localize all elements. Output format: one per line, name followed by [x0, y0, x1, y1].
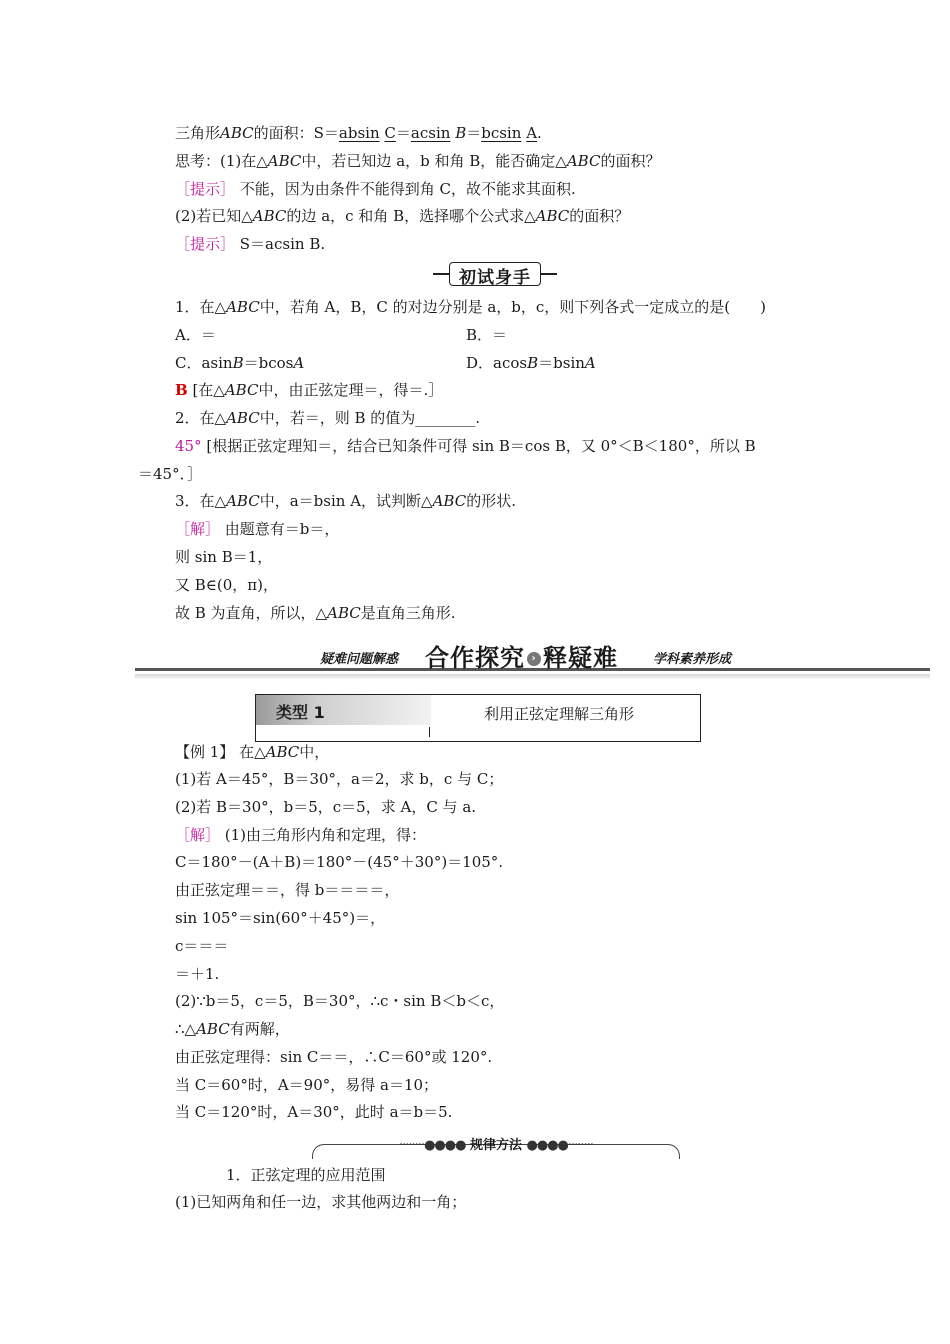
text-run: (1)由三角形内角和定理，得：: [220, 826, 427, 844]
text-line: [175, 151, 660, 171]
text-run: ＝＋1.: [175, 965, 220, 983]
method-label-wrap: [312, 1134, 680, 1153]
text-line: [175, 123, 542, 143]
text-run: 又 B∈(0，π)，: [175, 576, 279, 594]
text-line: [466, 325, 507, 345]
text-line: [175, 380, 443, 400]
text-run: ABC: [226, 298, 260, 316]
text-run: ABC: [220, 124, 254, 142]
text-run: bcsin: [481, 124, 522, 142]
text-run: B: [232, 354, 244, 372]
text-run: c＝＝＝: [175, 937, 229, 955]
section-right-label: 学科素养形成: [653, 652, 732, 667]
text-run: ［解］: [175, 520, 221, 538]
section-title: [425, 638, 618, 673]
text-line: [175, 797, 476, 817]
text-run: sin 105°＝sin(60°＋45°)＝，: [175, 909, 386, 927]
text-run: 的面积？: [569, 207, 630, 225]
text-line: [175, 1192, 466, 1212]
text-line: [175, 297, 766, 317]
text-run: 的形状.: [466, 492, 516, 510]
text-line: [175, 603, 456, 623]
text-run: C＝180°－(A＋B)＝180°－(45°＋30°)＝105°.: [175, 853, 504, 871]
text-line: [175, 547, 272, 567]
text-run: ABC: [226, 409, 260, 427]
text-run: acsin: [410, 124, 451, 142]
text-line: [175, 1019, 290, 1039]
text-line: [466, 353, 596, 373]
text-run: ＝45°．］: [138, 465, 203, 483]
text-line: [175, 908, 385, 928]
section-title-b: 释疑难: [543, 644, 618, 672]
section-header: [135, 638, 930, 682]
text-run: 1．正弦定理的应用范围: [226, 1166, 386, 1184]
text-line: [175, 179, 576, 199]
text-line: [175, 825, 426, 845]
text-run: (1)已知两角和任一边，求其他两边和一角；: [175, 1193, 467, 1211]
type-box: [255, 694, 701, 742]
type-title: 利用正弦定理解三角形: [484, 705, 635, 723]
text-run: 思考：(1)在△: [175, 152, 268, 170]
text-line: [175, 1075, 438, 1095]
text-line: [175, 880, 399, 900]
banner-title: 初试身手: [459, 268, 531, 288]
section-title-a: 合作探究: [425, 644, 525, 672]
text-run: 中，若已知边 a，b 和角 B，能否确定△: [301, 152, 567, 170]
text-run: 由正弦定理＝＝，得 b＝＝＝＝，: [175, 881, 400, 899]
text-run: ABC: [267, 152, 302, 170]
text-line: [175, 408, 480, 428]
dot-leader-right: ●●●●········: [526, 1138, 593, 1153]
text-run: 中，若＝，则 B 的值为________.: [259, 409, 481, 427]
text-run: 当 C＝60°时，A＝90°，易得 a＝10；: [175, 1076, 439, 1094]
text-run: B: [455, 124, 467, 142]
text-run: ＝: [395, 124, 411, 142]
text-run: 3．在△: [175, 492, 227, 510]
text-line: [175, 234, 325, 254]
text-run: ABC: [226, 492, 260, 510]
text-run: ［提示］: [175, 180, 236, 198]
text-run: C: [384, 124, 396, 142]
text-line: [175, 991, 504, 1011]
section-left-label: 疑难问题解惑: [320, 652, 399, 667]
text-run: 2．在△: [175, 409, 227, 427]
text-run: 三角形: [175, 124, 221, 142]
text-run: .: [537, 124, 542, 142]
text-run: 中，由正弦定理＝，得＝.］: [258, 381, 444, 399]
text-line: [175, 519, 339, 539]
text-line: [226, 1165, 386, 1185]
text-run: (1)若 A＝45°，B＝30°，a＝2，求 b，c 与 C；: [175, 770, 504, 788]
text-run: ABC: [196, 1020, 230, 1038]
type-tick: [429, 727, 430, 737]
text-run: B．＝: [466, 326, 508, 344]
dot-leader-left: ········●●●●: [399, 1138, 466, 1153]
text-run: C．asin: [175, 354, 233, 372]
text-run: (2)若已知△: [175, 207, 253, 225]
text-run: 的边 a，c 和角 B，选择哪个公式求△: [286, 207, 536, 225]
text-run: 中，: [299, 743, 330, 761]
text-run: ABC: [535, 207, 570, 225]
text-run: 是直角三角形.: [360, 604, 456, 622]
text-line: [175, 206, 629, 226]
text-run: B: [175, 381, 188, 399]
text-line: [175, 852, 503, 872]
try-banner: [433, 262, 557, 286]
text-run: [根据正弦定理知＝，结合已知条件可得 sin B＝cos B，又 0°＜B＜180°，所以 B: [201, 437, 756, 455]
text-run: 有两解，: [229, 1020, 290, 1038]
text-run: ABC: [327, 604, 361, 622]
text-run: 的面积？: [600, 152, 661, 170]
text-run: A: [293, 354, 305, 372]
text-line: [175, 325, 216, 345]
method-label: 规律方法: [469, 1138, 522, 1153]
text-run: 【例 1】 在△: [175, 743, 266, 761]
text-line: [175, 575, 278, 595]
text-run: absin: [338, 124, 380, 142]
text-run: [在△: [187, 381, 225, 399]
text-run: 中，a＝bsin A，试判断△: [259, 492, 433, 510]
text-run: 当 C＝120°时，A＝30°，此时 a＝b＝5.: [175, 1103, 453, 1121]
text-run: 1．在△: [175, 298, 227, 316]
text-run: 由正弦定理得：sin C＝＝，∴C＝60°或 120°.: [175, 1048, 493, 1066]
text-run: A: [584, 354, 596, 372]
text-run: B: [527, 354, 539, 372]
text-run: 则 sin B＝1，: [175, 548, 273, 566]
text-run: ABC: [432, 492, 467, 510]
text-run: ABC: [252, 207, 287, 225]
text-run: 不能，因为由条件不能得到角 C，故不能求其面积.: [235, 180, 576, 198]
text-run: 的面积：S＝: [253, 124, 339, 142]
text-line: [175, 1047, 492, 1067]
text-line: [175, 1102, 452, 1122]
text-line: [175, 936, 228, 956]
text-line: [175, 964, 219, 984]
text-run: ［解］: [175, 826, 221, 844]
text-run: ［提示］: [175, 235, 236, 253]
text-line: [175, 491, 516, 511]
text-run: D．acos: [466, 354, 528, 372]
text-run: (2)∵b＝5，c＝5，B＝30°，∴c・sin B＜b＜c，: [175, 992, 505, 1010]
text-line: [175, 769, 503, 789]
text-run: ABC: [566, 152, 601, 170]
text-run: ＝: [466, 124, 482, 142]
text-run: ＝bcos: [243, 354, 294, 372]
section-shadow: [135, 674, 930, 680]
text-run: ＝bsin: [538, 354, 585, 372]
method-banner: [312, 1134, 680, 1158]
text-run: 故 B 为直角，所以，△: [175, 604, 328, 622]
text-line: [175, 436, 756, 456]
text-run: ∴△: [175, 1020, 197, 1038]
text-line: [175, 742, 329, 762]
text-line: [175, 353, 304, 373]
text-run: (2)若 B＝30°，b＝5，c＝5，求 A，C 与 a.: [175, 798, 477, 816]
text-run: 中，若角 A，B，C 的对边分别是 a，b，c，则下列各式一定成立的是( ): [259, 298, 767, 316]
text-run: ABC: [265, 743, 300, 761]
text-run: A: [526, 124, 538, 142]
text-line: [138, 464, 202, 484]
type-tag-label: 类型 1: [276, 703, 325, 722]
text-run: 45°: [175, 437, 202, 455]
text-run: A．＝: [175, 326, 216, 344]
text-run: S＝acsin B.: [235, 235, 326, 253]
text-run: ABC: [224, 381, 259, 399]
chevron-right-icon: ›: [527, 652, 541, 666]
text-run: 由题意有＝b＝，: [220, 520, 340, 538]
